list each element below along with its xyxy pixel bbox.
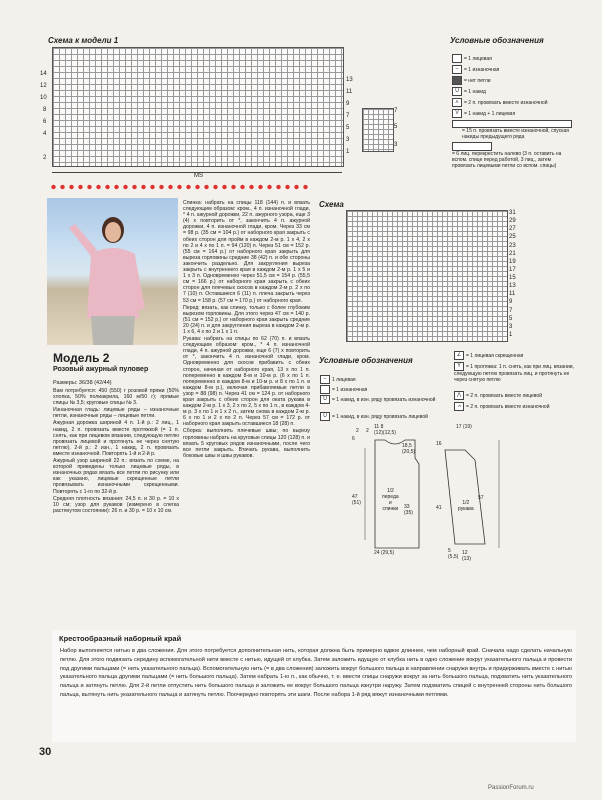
knitting-instructions [183,200,310,460]
decrease-15-symbol [452,120,572,128]
row-number: 1 [509,331,513,338]
dim-label: 2 [366,428,369,434]
paragraph: Вам потребуется: 450 (550) г розовой пряжи (50% хлопка, 50% полиакрила, 160 м/50 г); прямые спицы № 3,5; круговые спицы № 3. [53,388,179,407]
model-sizes: Размеры: 36/38 (42/44) [53,380,112,386]
row-number: 12 [40,83,47,89]
row-number: 3 [346,137,350,143]
row-number: 9 [346,101,350,107]
cable-symbol [452,142,492,151]
row-number: 7 [394,108,398,114]
row-number-column [509,210,523,340]
row-number: 9 [509,299,513,306]
row-number: 31 [509,210,516,216]
paragraph: Перед: вязать, как спинку, только с более глубоким вырезом горловины. Для этого через 47 см = 140 р. (51 см = 152 р.) от наборного края закрыть средние 20 (24) п. и для закругления выреза в каждом 2-м р. 1 х 6, 4 х по 2 и 1 х 1 п. [183,304,310,335]
dim-label: 11 8 [374,424,384,430]
row-number: 3 [509,323,513,330]
top-chart-grid [52,47,344,167]
top-schema-title: Схема к модели 1 [48,36,119,45]
dim-label: 2 [356,428,359,434]
legend-item: = 1 лицевая [452,54,492,63]
repeat-label: MS [194,173,203,179]
woman-figure-icon [47,198,178,345]
crossed-edge-title: Крестообразный наборный край [59,634,182,643]
row-number: 5 [509,315,513,322]
paragraph: Ажурная дорожка шириной 4 п. 1-й р.: 2 лиц., 1 накид, 2 п. провязать вместе протяжкой (= 1 п. снять, как при лицевом вязании, следующую петлю провязать лицевой и протянуть ее через снятую петлю). 2-й р.: 2 изн., 1 накид, 2 п. провязать вместе изнаночной. Повторять 1-й и 2-й р. [53,420,179,457]
paragraph: Сборка: выполнить плечевые швы; по вырезу горловины набрать на круговые спицы 120 (128) п. и вязать 5 круговых рядов изнаночными, после чего все петли закрыть. Втачать рукава, выполнить боковые швы и швы рукавов. [183,428,310,459]
legend-item: Y = 1 протяжка: 1 п. снять, как при лиц. вязании, следующую петлю провязать лиц. и протянуть ее через снятую петлю [454,363,574,383]
row-number: 13 [346,77,353,83]
legend-note: = 6 лиц. перекрестить налево (3 п. оставить на вспом. спице перед работой, 3 лиц., затем провязать лицевыми петли со вспом. спицы) [452,151,562,169]
page-number: 30 [39,746,52,758]
legend-item: Ü = 1 накид, в изн. ряду провязать лицевой [320,412,440,421]
paragraph: Рукава: набрать на спицы по 62 (70) п. и вязать следующим образом: кром., * 4 п. изнаночной глади, 4 п. ажурной дорожки, еще 6 (7) х повторить от *, закончить 4 п. изнаночной глади, кром. Одновременно для скосов прибавить с обеих сторон, начиная от наборного края, 13 х по 1 п. попеременно в каждом 8-м и 10-м р. (6 х по 1 п. попеременно в каждом 8-м и 10-м р. и 8 х по 1 п. в каждом 8-м р.), включая прибавляемые петли в узор = 88 (98) п. Через 41 см = 124 р. от наборного края закрыть с обеих сторон для оката рукава в каждом 2-м р. 1 х 3, 2 х по 2, 5 х по 1 п., в каждом 4-м р. 3 х по 1 и 1 х 2 п., затем снова в каждом 2-м р. 6 х по 1 и 2 х по 2 п. Через 57 см = 172 р. от наборного края закрыть оставшиеся 18 (28) п. [183,336,310,428]
row-number: 7 [509,307,513,314]
row-number: 23 [509,242,516,249]
row-number: 1 [346,149,350,155]
row-number: 25 [509,234,516,241]
crossed-edge-text: Набор выполняется нитью в два сложения. Для этого потребуется дополнительная нить, которая должна быть примерно вдвое длиннее, чем наборный край. Сначала надо сделать начальную петлю. Для этого подвязать середину вспомогательной нити вместе с нитью, идущей от клубка. Затем заложить идущую от клубка нить в одно сложение вокруг указательного пальца и провести под другими пальцами (= нить указательного пальца). Вспомогательную нить (= в два сложения) заложить вокруг большого пальца в направлении снаружи внутрь и придерживать вместе с нитью указательного пальца другими пальцами (= нить большого пальца). Затем набрать 1-ю п., как обычно, т. е. ввести спицы снаружи вокруг за нить большого пальца, подхватить нить указательного пальца и затянуть петлю. Для 2-й петли отпустить нить большого пальца и заложить ее вокруг большого пальца изнутри наружу. Затем подхватить спицей с внутренней стороны нить большого пальца, вытянуть нить указательного пальца и затянуть петлю. Поочередно повторять эти шаги. После набора 1-й ряд вяжут изнаночными петлями. [60,648,572,698]
row-number: 5 [394,124,398,130]
legend-item: V = 1 накид + 1 лицевая [452,109,515,118]
legend-item: ⩘ = 2 п. провязать вместе изнаночной [454,402,550,411]
dim-label: 47 (51) [352,494,361,506]
dim-label: 17 (19) [456,424,472,430]
row-number: 17 [509,266,516,273]
top-legend-title: Условные обозначения [450,36,544,45]
dim-label: 33 (35) [404,504,413,516]
legend-item: U = 1 накид, в изн. ряду провязать изнаночной [320,395,440,404]
dim-label: 5 (5,5) [448,548,459,560]
decorative-dot-line [49,183,311,191]
dim-label: 18,5 (20,5) [402,443,416,455]
legend-item: ∠ = 1 лицевая скрещенная [454,351,523,360]
row-number: 21 [509,250,516,257]
schema-title: Схема [319,200,344,209]
row-number: 2 [43,155,47,161]
row-number: 10 [40,95,47,101]
paragraph: Изнаночная гладь: лицевые ряды – изнаночные петли, изнаночные ряды – лицевые петли. [53,407,179,420]
dim-label: 1/2 переда и спинки [382,488,399,512]
dim-label: 57 [478,495,484,501]
dim-label: 12 (13) [462,550,471,562]
row-number: 6 [43,119,47,125]
row-number: 8 [43,107,47,113]
model-photo [47,198,178,345]
dim-label: 1/2 рукава [458,500,474,512]
dim-label: 41 [436,505,442,511]
dim-label: 16 [436,441,442,447]
row-number: 27 [509,226,516,233]
row-number: 19 [509,258,516,265]
model-instructions [53,388,179,515]
legend-item: – 1 лицевая [320,375,356,384]
row-number: 13 [509,283,516,290]
paragraph: Средняя плотность вязания: 24,5 п. и 30 р. = 10 х 10 см; узор для рукавов (измерено в слегка растянутом состоянии): 26 п. и 30 р. = 10 х 10 см. [53,495,179,514]
legend-item: ⋏ = 2 п. провязать вместе изнаночной [452,98,548,107]
model-title: Модель 2 [53,351,110,365]
row-number: 5 [346,125,350,131]
row-number: 14 [40,71,47,77]
legend-item: U = 1 накид [452,87,486,96]
dim-label: (12)(12,5) [374,430,396,436]
site-watermark: PassionForum.ru [488,785,534,791]
legend-title: Условные обозначения [319,356,413,365]
dim-label: 6 [352,436,355,442]
legend-item: ⋀ = 2 п. провязать вместе лицевой [454,391,542,400]
legend-note: = 15 п. провязать вместе изнаночной, спуская накиды предыдущего ряда [462,128,570,140]
row-number: 29 [509,218,516,225]
row-number: 4 [43,131,47,137]
paragraph: Ажурный узор шириной 22 п.: вязать по схеме, на которой приведены только лицевые ряды, в изнаночных рядах вязать все петли по рисунку или как указано, лицевые скрещенные петли провязывать изнаночными скрещенными. Повторять с 1-го по 32-й р. [53,458,179,495]
row-number: 11 [509,291,516,298]
row-number: 3 [394,142,398,148]
legend-item: – = 1 изнаночная [452,65,499,74]
model-subtitle: Розовый ажурный пуловер [53,366,149,373]
legend-item: = 1 изнаночная [320,385,367,394]
paragraph: Спинка: набрать на спицы 118 (144) п. и вязать следующим образом: кром., 4 п. изнаночной глади, * 4 п. ажурной дорожки, 22 п. ажурного узора, еще 3 (4) х повторить от *, закончить 4 п. ажурной дорожки, 4 п. изнаночной глади, кром. Через 33 см = 98 р. (35 см = 104 р.) от наборного края закрыть с обеих сторон для пройм в каждом 2-м р. 1 х 4, 2 х по 2 и 4 х по 1 п. = 94 (120) п. Через 51 см = 152 р. (55 см = 164 р.) от наборного края закрыть для выреза горловины средние 38 (42) п. и обе стороны закончить раздельно. Для закругления выреза закрыть с внутреннего края в каждом 2-м р. 1 х 5 и 1 х 3 п. Одновременно через 51,5 см = 154 р. (55,5 см = 166 р.) от наборного края закрыть с обеих сторон для плечевых скосов в каждом 2-м р. 2 х по 7 (10) п. Оставшиеся 6 (11) п. плеча закрыть через 53 см = 158 р. (57 см = 170 р.) от наборного края. [183,200,310,304]
cable-chart-grid [362,108,394,152]
row-number: 7 [346,113,350,119]
pattern-diagrams [345,420,585,570]
row-number: 15 [509,275,516,281]
legend-item: = нет петли [452,76,491,85]
lace-chart-grid [346,210,508,342]
row-number: 11 [346,89,353,95]
dim-label: 24 (29,5) [374,550,395,556]
